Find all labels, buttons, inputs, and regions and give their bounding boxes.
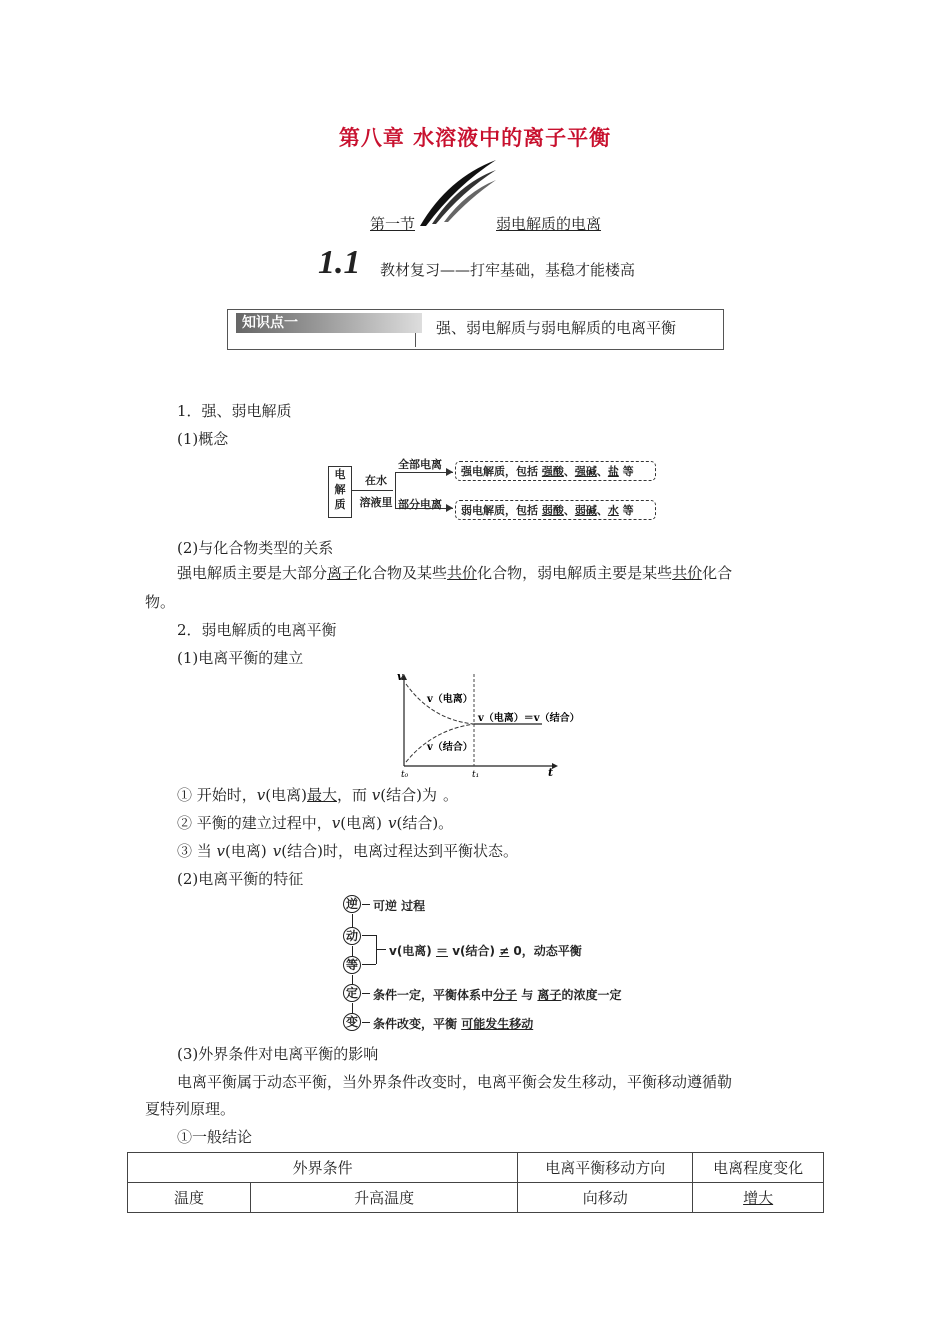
- ionization-label: v（电离）: [427, 694, 473, 705]
- divider: [415, 333, 416, 347]
- section-number: 第一节: [370, 215, 416, 233]
- paragraph-1: 强电解质主要是大部分离子化合物及某些共价化合物，弱电解质主要是某些共价化合: [177, 564, 733, 582]
- char-circle-2: 动: [343, 927, 361, 945]
- table-header: 外界条件: [128, 1153, 518, 1183]
- table-header-row: [128, 1153, 824, 1183]
- paragraph-2: 电离平衡属于动态平衡，当外界条件改变时，电离平衡会发生移动，平衡移动遵循勒: [177, 1073, 733, 1091]
- heading-1-1: (1)概念: [177, 430, 229, 448]
- weak-electrolyte-box: 弱电解质，包括 弱酸、弱碱、水 等: [455, 500, 656, 520]
- diagram-label-2: 解: [334, 483, 346, 496]
- knowledge-point-title: 强、弱电解质与弱电解质的电离平衡: [436, 319, 677, 337]
- char-circle-5: 变: [343, 1013, 361, 1031]
- knowledge-point-tag: 知识点一: [236, 313, 422, 333]
- y-axis-label: v: [397, 670, 404, 683]
- mid-bottom-label: 溶液里: [359, 496, 393, 509]
- equilibrium-characteristics-diagram: [340, 895, 660, 1035]
- lesson-number: 1.1: [318, 244, 361, 281]
- equilibrium-label: v（电离）＝v（结合）: [478, 713, 580, 724]
- char-text-1: 可逆 过程: [373, 899, 426, 913]
- paragraph-1-end: 物。: [145, 593, 176, 611]
- table-cell: 向移动: [518, 1183, 693, 1213]
- heading-1-2: (2)与化合物类型的关系: [177, 539, 334, 557]
- diagram-label-3: 质: [334, 498, 346, 511]
- char-text-5: 条件改变，平衡 可能发生移动: [373, 1017, 534, 1031]
- char-text-23: v(电离) ＝ v(结合) ≠ 0，动态平衡: [389, 944, 582, 958]
- chapter-title: 第八章 水溶液中的离子平衡: [338, 126, 612, 150]
- mid-top-label: 在水: [365, 474, 387, 487]
- bullet-1: ① 开始时，v(电离)最大，而 v(结合)为 。: [177, 786, 458, 804]
- heading-2: 2．弱电解质的电离平衡: [177, 621, 337, 639]
- strong-electrolyte-box: 强电解质，包括 强酸、强碱、盐 等: [455, 461, 656, 481]
- char-circle-3: 等: [343, 956, 361, 974]
- lesson-text: 教材复习——打牢基础，基稳才能楼高: [380, 261, 636, 279]
- paragraph-2-end: 夏特列原理。: [145, 1100, 236, 1118]
- heading-2-2: (2)电离平衡的特征: [177, 870, 304, 888]
- table-cell: 升高温度: [251, 1183, 518, 1213]
- swoosh-decoration: [418, 158, 498, 228]
- x-axis-label: t: [548, 766, 554, 779]
- char-circle-4: 定: [343, 984, 361, 1002]
- table-row: [128, 1183, 824, 1213]
- t0-label: t₀: [401, 770, 409, 780]
- diagram-label-1: 电: [334, 468, 346, 481]
- heading-2-3: (3)外界条件对电离平衡的影响: [177, 1045, 379, 1063]
- electrolyte-diagram: [328, 456, 658, 526]
- bullet-3: ③ 当 v(电离) v(结合)时，电离过程达到平衡状态。: [177, 842, 518, 860]
- branch-bottom-label: 部分电离: [398, 498, 442, 511]
- char-text-4: 条件一定，平衡体系中分子 与 离子的浓度一定: [373, 988, 622, 1002]
- t1-label: t₁: [472, 770, 480, 780]
- combination-label: v（结合）: [427, 742, 473, 753]
- table-header: 电离程度变化: [693, 1153, 824, 1183]
- table-header: 电离平衡移动方向: [518, 1153, 693, 1183]
- section-title: 弱电解质的电离: [496, 215, 602, 233]
- influence-table: [127, 1152, 824, 1213]
- table-cell: 温度: [128, 1183, 251, 1213]
- bullet-2: ② 平衡的建立过程中，v(电离) v(结合)。: [177, 814, 454, 832]
- ionization-equilibrium-graph: [392, 670, 592, 780]
- branch-top-label: 全部电离: [398, 458, 442, 471]
- heading-2-3-1: ①一般结论: [177, 1128, 253, 1146]
- heading-2-1: (1)电离平衡的建立: [177, 649, 304, 667]
- heading-1: 1．强、弱电解质: [177, 402, 292, 420]
- table-cell: 增大: [693, 1183, 824, 1213]
- char-circle-1: 逆: [343, 895, 361, 913]
